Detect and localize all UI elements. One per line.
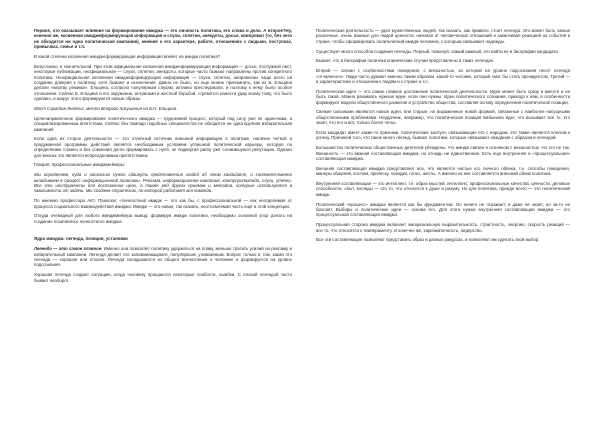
right-paragraph-7: Если кандидат имеет какие-то признаки, политические заслуги, связывающие его с народом, это также является ключом к успеху. Причиной того, что такое много легенд, бывают политики, которые связывают ожидания с образом и легендой. bbox=[316, 130, 570, 141]
right-paragraph-12: Процессуальная сторона имиджа включает эмоциональную выразительность, страстность, энергию, скорость реакций — все то, что относится к темпераменту. И конечно же, харизматичность, лидерство. bbox=[316, 222, 570, 233]
right-paragraph-1: Политическая деятельность — удел мужественных людей, так сказать, как правило, стоит легенда. Это может быть самые различные, очень важные для людей ценности, начиная от человеческих отношений и заканчивая реакцией на события в стране, чтобы сформировать политический имидж человека, с которым связывают надежды. bbox=[316, 28, 570, 44]
left-paragraph-11 bbox=[34, 246, 292, 268]
right-paragraph-2: Существует много способов создания легенды. Первый, пожалуй, самый важный, это найти ее в биографии кандидата. bbox=[316, 48, 560, 54]
right-paragraph-13: Все эти составляющие позволяют представить образ в разных ракурсах, и позволяют им сделать свой выбор. bbox=[316, 237, 540, 243]
left-paragraph-6: Если одна из сторон деятельности — это отличный источник внешней информации о политике, наличие четкой и продуманной программы действий является необходимым условием успешной политической карьеры, которую по определению сложно и без сомнения долго формировать с нуля, не подвергая риску уже сложившуюся репутацию. Однако для многих это является непреодолимым препятствием. bbox=[34, 136, 292, 158]
left-paragraph-12: Хорошая легенда создает ситуацию, когда человеку прощаются некоторые слабости, ошибки. С плохой легендой часто бывает наоборот. bbox=[34, 272, 292, 283]
left-paragraph-2: В какой степени косвенная имиджеформирующая информация влияет на имидж политика? bbox=[34, 54, 221, 60]
left-paragraph-4: Мост Саратов-Энгельс, место второго покушения на Б.Н. Ельцина. bbox=[34, 106, 178, 112]
left-paragraph-8: Мы определяем, куда и насколько нужно сдвинуть представления людей об этом кандидате, и соответственно вкладываем в процесс информационной политики. Реклама, информационная кампания, контрпропаганда, слухи, утечки. Все это инструменты для достижения цели, а также ряд других приемов и методов, которые используются в зависимости от задачи. Мы создаем стратегию, по которой работает вся команда. bbox=[34, 172, 292, 194]
right-paragraph-11: Политический «процесс» имиджа является как бы фундаментом. Он ничего не отражает, и даже не знает, но за-то не бросает. Выборы и политические идеи — основа его. Для этого нужна внутренняя составляющая имиджа — это процессуальная составляющая имиджа. bbox=[316, 201, 570, 218]
right-column bbox=[316, 28, 570, 247]
right-paragraph-5: Политическая идея — это самое главное достижение политической деятельности. Идея может быть сразу и вместе и не быть такой. Можно развивать нужные идеи, если они нужны. Идеи политического сознания, приходя к нам, в особенности формируют модели общественного развития и устройство общества, составляя основу определения политической позиции. bbox=[316, 88, 570, 105]
right-paragraph-3: Бывает, что в биографии политика клинические случаи представлены в таких легендах. bbox=[316, 58, 495, 64]
legend-lead: Легенда — это самое главное. bbox=[34, 246, 103, 252]
left-paragraph-9: По мнению профессора АЮ. Панасюк: «личностный имидж — это как бы, с профессиональной — как неотделимая от процесса социального взаимодействия имиджа. Имидж — это новая, так сказать, неотъемлемая часть ещё и этой концепции. bbox=[34, 198, 292, 209]
right-paragraph-10: Внутренняя составляющая — это интеллект, т.е. образ мыслей, интеллект, профессиональные качества, ценности, деловые способности, опыт, взгляды — это то, что относится к душе и разуму. Но для политика, прежде всего — это политический имидж. bbox=[316, 181, 570, 197]
left-paragraph-7: Говорят, профессиональные имиджмейкеры: bbox=[34, 162, 126, 168]
left-column bbox=[34, 28, 292, 287]
left-paragraph-1: Первое, что оказывает влияние на формирование имиджа — это личность политика, его слова и дела. А второе?Ну, конечно же, косвенная имиджеформирующая информация и слухи, сплетни, анекдоты, досье, компромат (то, без чего не обходится ни одна политическая кампания), мнения о его характере, работе, отношениях с людьми, поступках, привычках, семье и т.п. bbox=[34, 28, 292, 50]
right-paragraph-4: Второй — связан с особенностями поведения, с внешностью, за которой на уровне подсознания несет легенда «отчаянного». Люди часто думают именно таким образом, какой-то человек, который смог бы стать президентом. Третий — в характеристике и отношении к людям и к стране и т.п. bbox=[316, 68, 570, 85]
left-paragraph-10: Откуда очевидный для любого имиджмейкера вывод: формируя имидж политика, необходимо основной упор делать на создание позитивного личностного имиджа. bbox=[34, 213, 292, 224]
right-paragraph-6: Свежие сильными являются новые идеи, или старые, но выраженные новой формой, связанные с наиболее насущными общественными проблемами. Неудачник, например, что политическая позиция Бабынина идет, что вызывает все те, кто знает, что его и вот, только более четко. bbox=[316, 109, 570, 126]
right-paragraph-8: Большинство политических общественных деятелей убеждены, что имидж связан в основном с внешностью. Но это не так. Внешность — это важная составляющая имиджа, но отнюдь не единственная. Есть еще внутренняя и «процессуальная» составляющая имиджа. bbox=[316, 145, 570, 162]
section-title: Ядро имиджа: легенда, позиция, установки bbox=[34, 236, 128, 242]
legend-body: Именно она позволяет политику удержаться на плаву, меньше тратить усилий на рекламу и избирательный кампании. Легенда делает его запоминающимся, популярным, узнаваемым. Вопрос только в том, какая это легенда — хорошая или плохая. Легенда складывается из общего впечатления о человеке и формируется на уровне подсознания. bbox=[34, 246, 292, 268]
right-paragraph-9: Внешняя составляющая имиджа представляет все, что является частью его личного облика, т.е. способы поведения, манеры общения, костюм, прическу, поводки, голос, жесты. А именно из них составляется внешний облик политика. bbox=[316, 165, 570, 177]
left-paragraph-3: Безусловно, в значительной. При этом официальная косвенная имиджеформирующая информация — досье, послужной лист, некоторые публикации, неофициальная — слухи, сплетни, анекдоты, которые часто бывают направлены против конкретного политика. Неофициальная косвенная имиджеформирующая информация — слухи, сплетни, направлены чаще всего на создание доверия к политику, хотя бывают и исключения. Давно не было, но еще можно припомнить, как из Б. Ельцина делали «жертву режима». Ельцина, согласно популярным слухам, активно преследовали, и поэтому к нему было особое отношение. Сейчас Б. Ельцина и его окружение, интригами и жесткой борьбой, стремятся нанести удар всему тому, что было сделано, и вокруг этого формируются новые образы. bbox=[34, 63, 292, 102]
left-paragraph-5: Целенаправленное формирование политического имиджа — трудоемкий процесс, который под силу уже не одиночкам, а специализированным агентствам. Сейчас без помощи подобных специалистов не обходится ни одна крупная избирательная кампания. bbox=[34, 115, 292, 132]
